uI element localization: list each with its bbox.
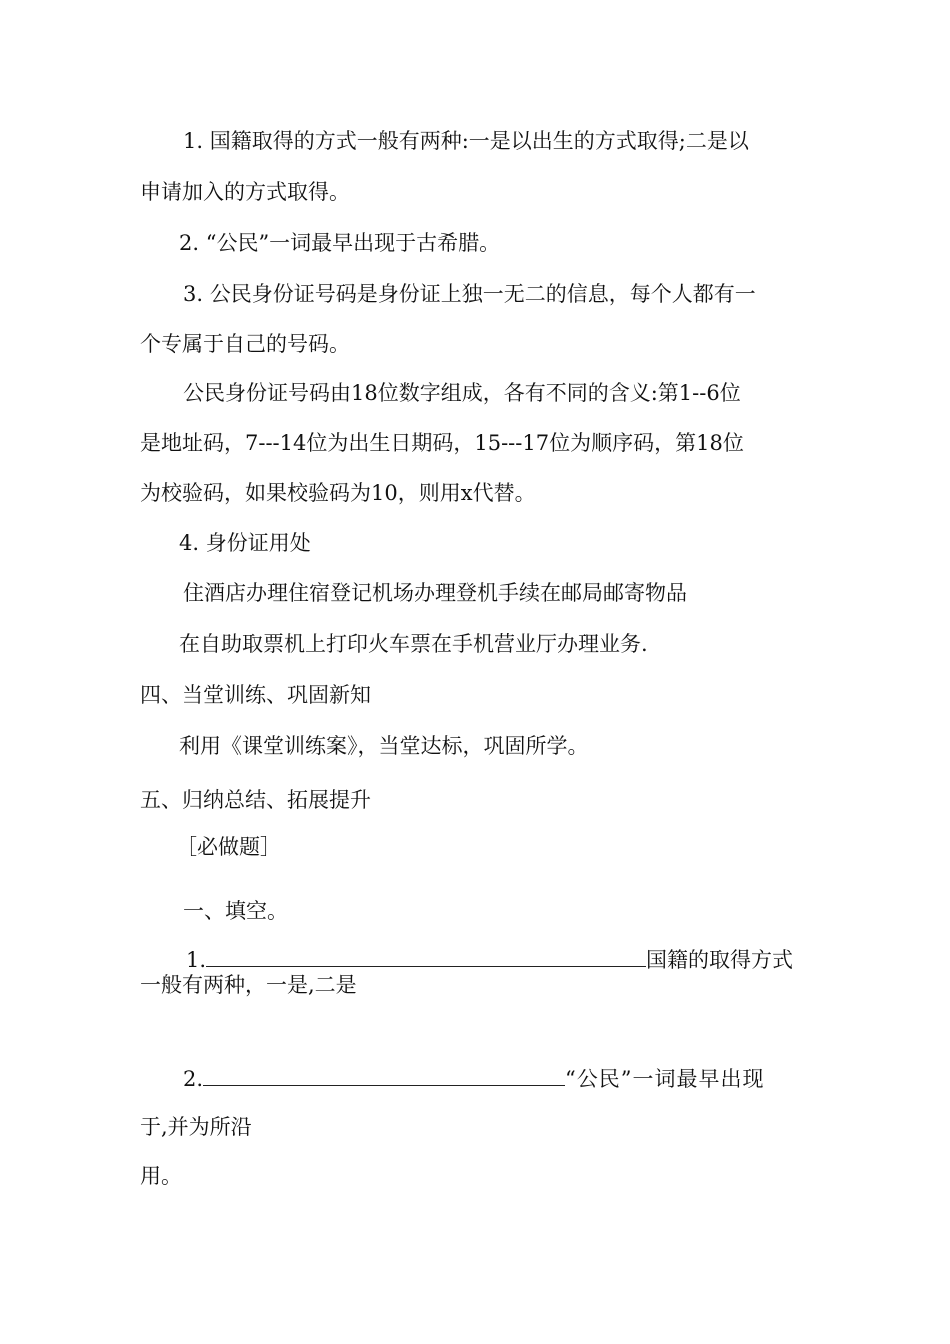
section4-heading: 四、当堂训练、巩固新知 [140,683,371,707]
question2-tail: “公民”一词最早出现 [565,1067,765,1091]
item3-line2: 个专属于自己的号码。 [140,332,350,356]
section4-body: 利用《课堂训练案》，当堂达标，巩固所学。 [179,734,589,758]
question2-line2: 于,并为所沿 [140,1115,252,1139]
question2-number: 2. [183,1067,204,1091]
fill-heading: 一、填空。 [183,899,288,923]
uses-line1: 住酒店办理住宿登记机场办理登机手续在邮局邮寄物品 [183,581,687,605]
question1-line2: 一般有两种，一是,二是 [140,973,357,997]
id-number-line3: 为校验码，如果校验码为10，则用x代替。 [140,481,536,505]
question2-line3: 用。 [140,1164,182,1188]
item1-line1: 1. 国籍取得的方式一般有两种:一是以出生的方式取得;二是以 [183,129,749,153]
question1-tail: 国籍的取得方式 [646,948,794,972]
uses-line2: 在自助取票机上打印火车票在手机营业厅办理业务. [179,632,648,656]
question2-blank[interactable] [203,1063,565,1086]
item3-line1: 3. 公民身份证号码是身份证上独一无二的信息，每个人都有一 [183,282,756,306]
question2-line1 [183,1063,765,1094]
id-number-line2: 是地址码，7---14位为出生日期码，15---17位为顺序码，第18位 [140,431,744,455]
item1-line2: 申请加入的方式取得。 [140,180,350,204]
section5-heading: 五、归纳总结、拓展提升 [140,788,371,812]
question1-blank[interactable] [206,944,646,967]
id-number-line1: 公民身份证号码由18位数字组成，各有不同的含义:第1--6位 [183,381,741,405]
item4: 4. 身份证用处 [179,531,311,555]
item2: 2. “公民”一词最早出现于古希腊。 [179,231,501,255]
required-label: ［必做题］ [176,835,281,859]
question1-number: 1. [186,948,207,972]
